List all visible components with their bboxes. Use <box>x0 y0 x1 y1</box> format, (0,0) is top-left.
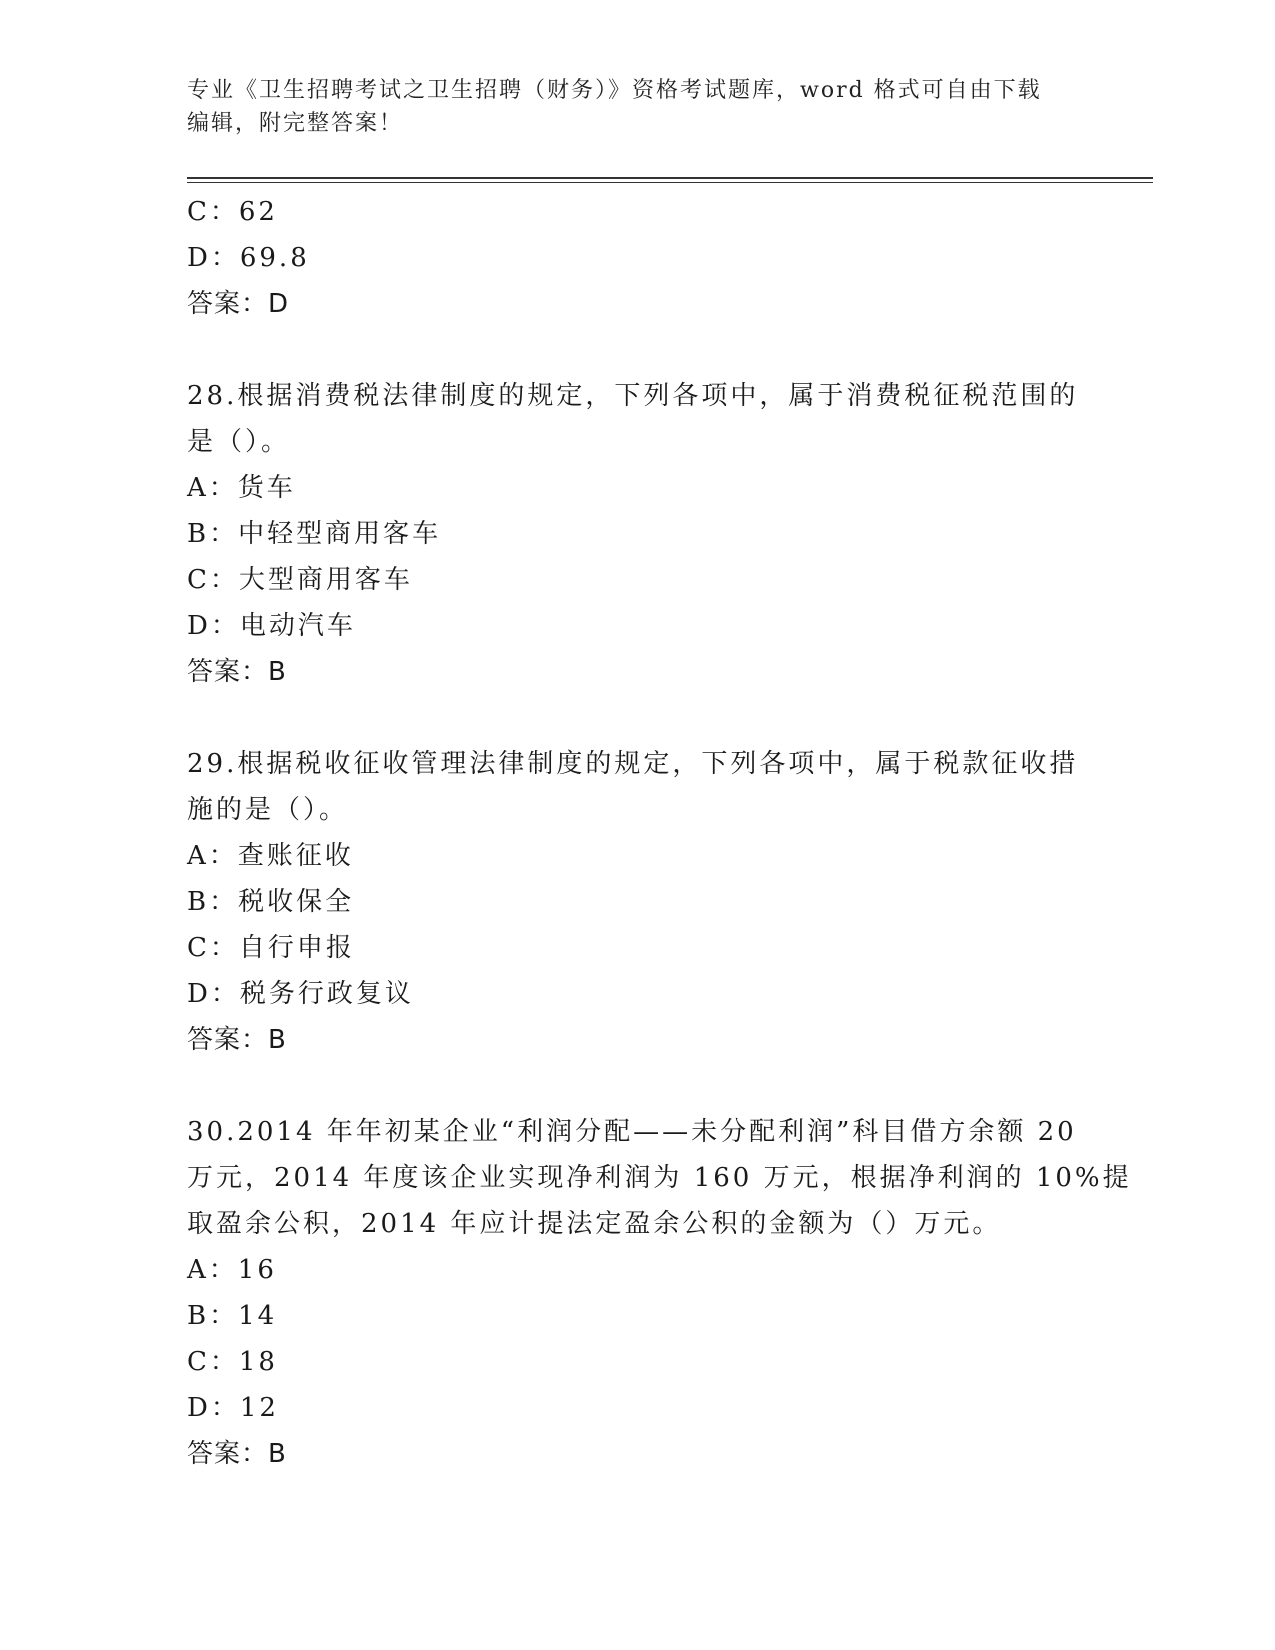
question-29 <box>187 741 1087 1063</box>
option-c: C：自行申报 <box>187 933 355 963</box>
answer-line: 答案：D <box>187 289 290 319</box>
question-stem: 施的是（）。 <box>187 795 349 825</box>
question-28 <box>187 373 1087 695</box>
question-stem: 是（）。 <box>187 427 291 457</box>
document-header <box>187 74 1067 140</box>
question-list <box>187 189 1132 1477</box>
question-stem: 万元，2014 年度该企业实现净利润为 160 万元，根据净利润的 10%提 <box>187 1163 1132 1193</box>
option-d: D：税务行政复议 <box>187 979 414 1009</box>
spacer <box>187 695 1087 741</box>
option-d: D：12 <box>187 1393 279 1423</box>
option-d: D：电动汽车 <box>187 611 356 641</box>
header-divider-thick <box>187 177 1153 179</box>
option-a: A：查账征收 <box>187 841 354 871</box>
question-stem: 取盈余公积，2014 年应计提法定盈余公积的金额为（）万元。 <box>187 1209 1002 1239</box>
answer-line: 答案：B <box>187 1439 287 1469</box>
header-line-1: 专业《卫生招聘考试之卫生招聘（财务）》资格考试题库，word 格式可自由下载 <box>187 78 1042 103</box>
question-27-tail <box>187 189 1087 327</box>
option-c: C：18 <box>187 1347 278 1377</box>
option-c: C：62 <box>187 197 278 227</box>
option-d: D：69.8 <box>187 243 310 273</box>
header-divider-thin <box>187 182 1153 183</box>
question-30 <box>187 1109 1132 1477</box>
option-c: C：大型商用客车 <box>187 565 413 595</box>
header-line-2: 编辑，附完整答案！ <box>187 111 404 136</box>
question-stem: 28.根据消费税法律制度的规定，下列各项中，属于消费税征税范围的 <box>187 381 1079 411</box>
option-b: B：14 <box>187 1301 278 1331</box>
option-b: B：税收保全 <box>187 887 355 917</box>
question-stem: 30.2014 年年初某企业“利润分配——未分配利润”科目借方余额 20 <box>187 1117 1077 1147</box>
answer-line: 答案：B <box>187 1025 287 1055</box>
answer-line: 答案：B <box>187 657 287 687</box>
option-b: B：中轻型商用客车 <box>187 519 442 549</box>
question-stem: 29.根据税收征收管理法律制度的规定，下列各项中，属于税款征收措 <box>187 749 1079 779</box>
option-a: A：货车 <box>187 473 296 503</box>
spacer <box>187 327 1087 373</box>
option-a: A：16 <box>187 1255 277 1285</box>
spacer <box>187 1063 1087 1109</box>
